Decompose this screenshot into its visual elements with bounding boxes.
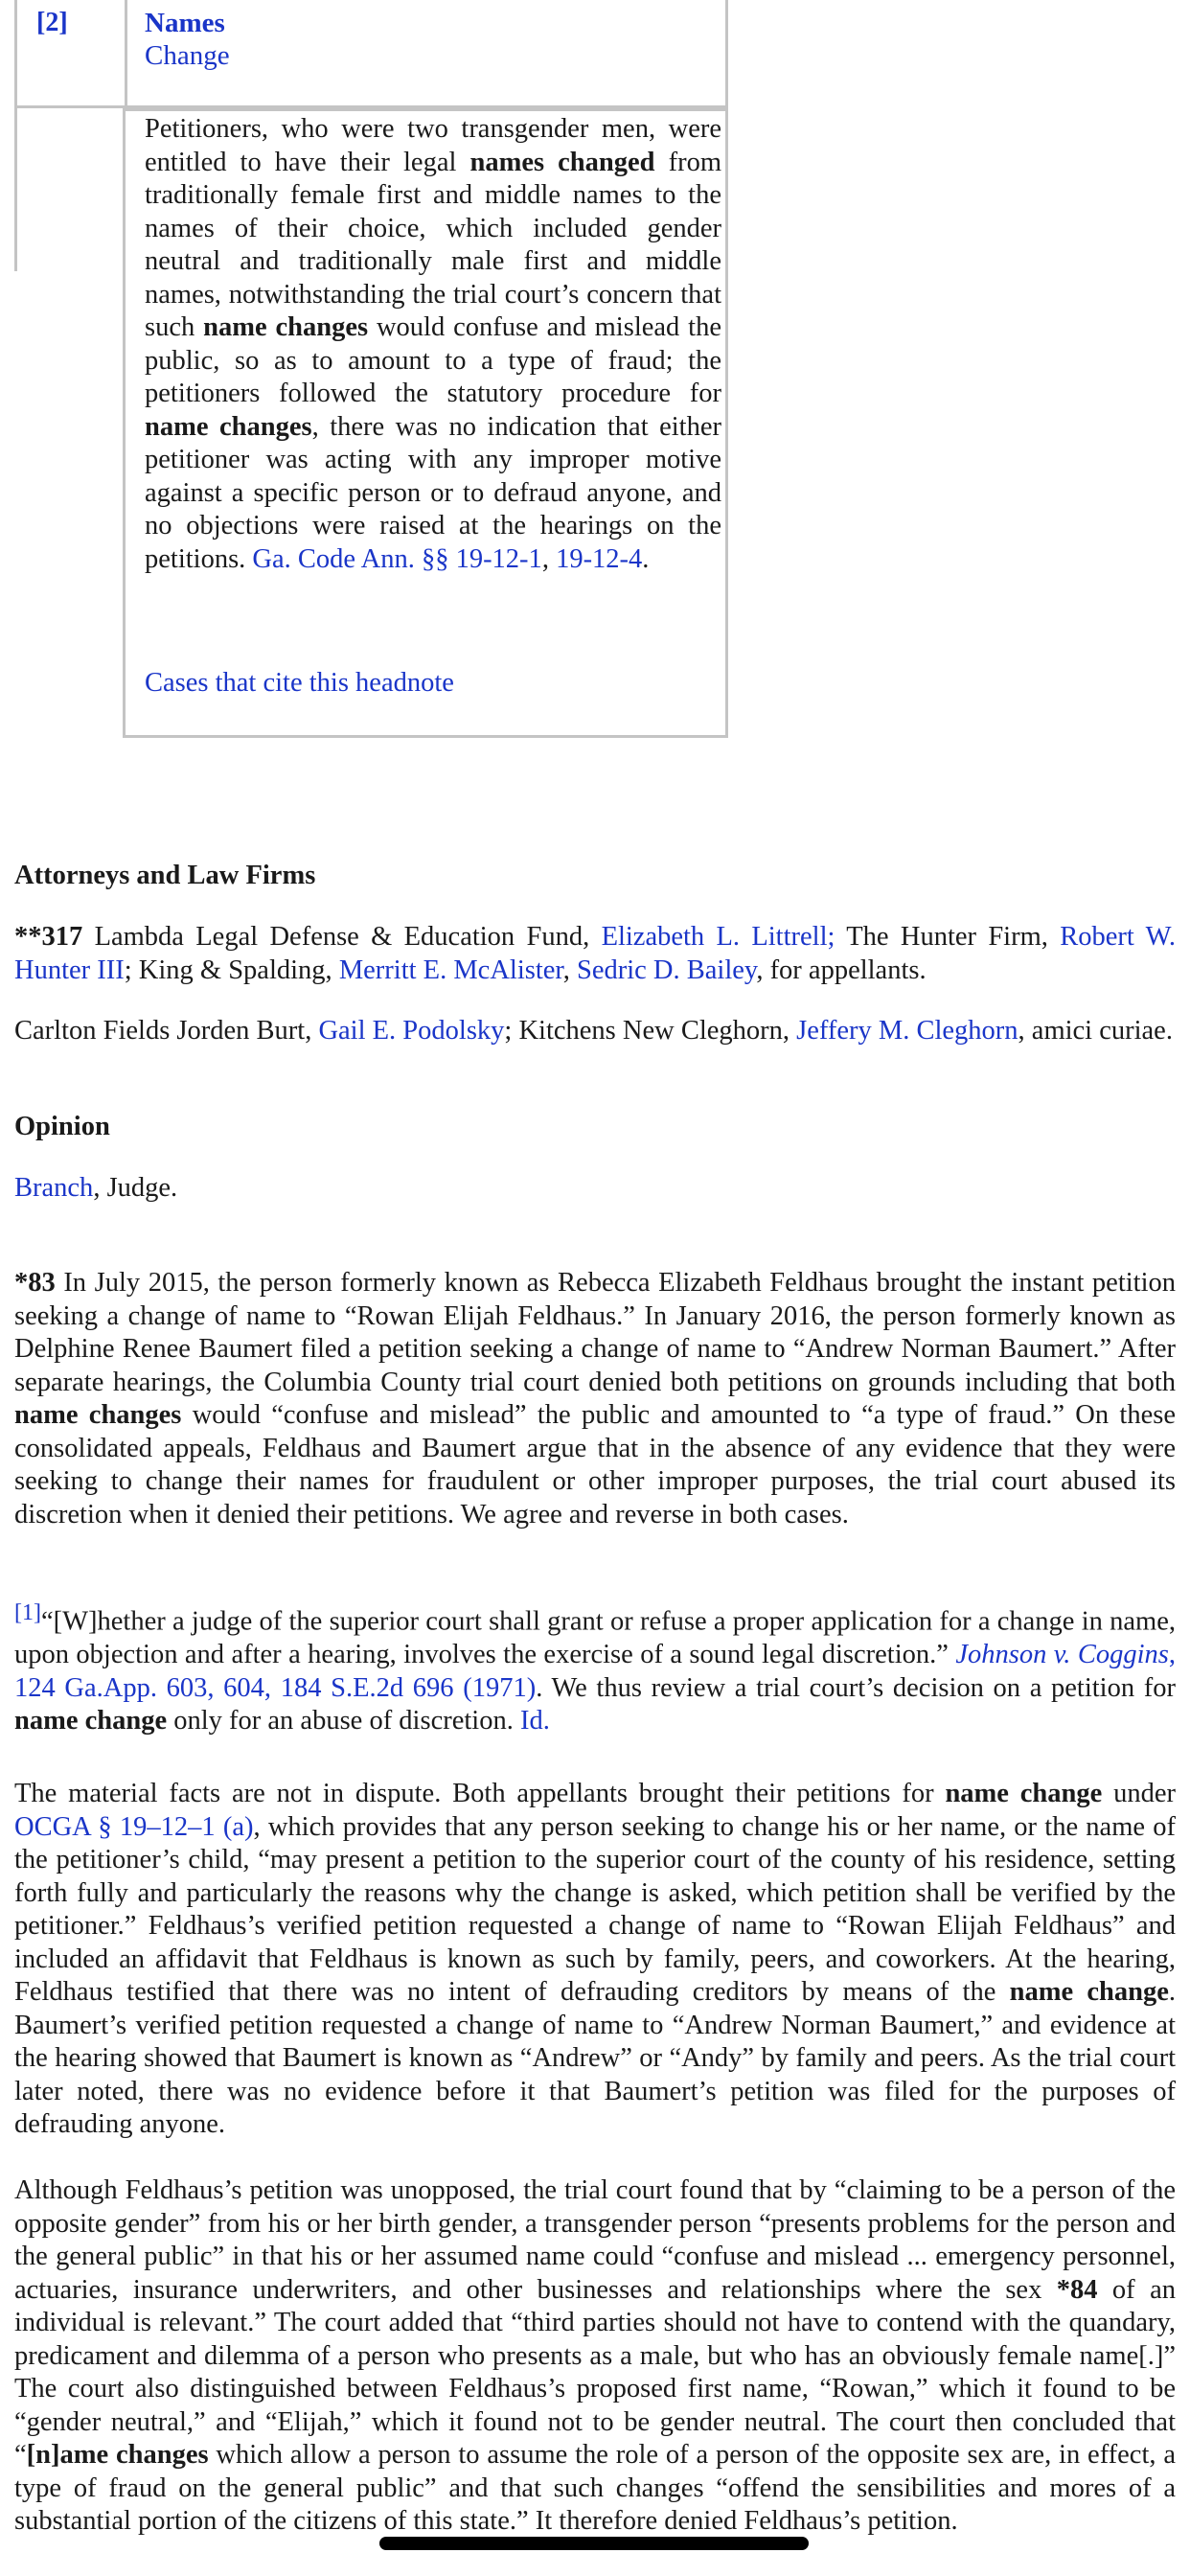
headnote-box-top: [14, 0, 728, 108]
id-citation-link[interactable]: Id.: [519, 1706, 550, 1736]
firm-text: The Hunter Firm,: [835, 922, 1061, 952]
judge-link-branch[interactable]: Branch: [14, 1173, 94, 1203]
opinion-paragraph-3: [14, 1778, 1176, 2142]
paragraph-text: which allow a person to assume the role of a person of the opposite sex are, in effect, a type of fraud on the general public” and that such changes “offend the sensibilities and mores of a substantial portion of the citizens of this state.” It therefore denied Feldhaus’s petition.: [14, 2440, 1176, 2536]
headnote-topic-link[interactable]: Names: [145, 8, 225, 38]
paragraph-text: . We thus review a trial court’s decision on a petition for: [536, 1672, 1176, 1703]
judge-title: , Judge.: [93, 1173, 178, 1203]
opinion-paragraph-4: [14, 2174, 1176, 2539]
paragraph-text: “[W]hether a judge of the superior court shall grant or refuse a proper application for a change in name, upon objection and after a hearing, involves the exercise of a sound legal discretion.”: [14, 1606, 1176, 1669]
headnote-divider: [125, 0, 127, 105]
attorney-link-mcalister[interactable]: Merritt E. McAlister: [338, 954, 563, 985]
statute-link-ocga-19-12-1a[interactable]: OCGA § 19–12–1 (a): [14, 1811, 254, 1842]
bold-term: [n]ame changes: [26, 2440, 209, 2470]
headnote-bold-term: names changed: [469, 147, 655, 177]
headnote-bold-term: name changes: [203, 312, 369, 342]
paragraph-text: The material facts are not in dispute. Both appellants brought their petitions for: [14, 1779, 946, 1808]
paragraph-text: under: [1102, 1779, 1176, 1808]
opinion-paragraph-1: [14, 1267, 1176, 1531]
case-citation: , 124 Ga.App. 603, 604, 184 S.E.2d 696 (1971): [14, 1640, 1176, 1703]
case-name: Johnson v. Coggins: [955, 1640, 1169, 1669]
headnote-text-part: would confuse and mislead the public, so as to amount to a type of fraud; the petitioners followed the statutory procedure for: [145, 312, 721, 408]
statute-link-19-12-4[interactable]: 19-12-4: [556, 543, 643, 574]
home-indicator[interactable]: [379, 2537, 809, 2550]
opinion-heading: Opinion: [14, 1112, 110, 1141]
amici-counsel: [14, 1015, 1176, 1048]
star-page-317: **317: [14, 922, 83, 952]
headnote-ref-1-link[interactable]: [1]: [14, 1600, 41, 1625]
star-page-83: *83: [14, 1268, 56, 1298]
attorneys-heading: Attorneys and Law Firms: [14, 861, 316, 890]
paragraph-text: Although Feldhaus’s petition was unopposed, the trial court found that by “claiming to be a person of the opposite gender” from his or her birth gender, a transgender person “presents problems for the person and the general public” in that his or her assumed name could “confuse and mislead ... emergency personnel, actuaries, insurance underwriters, and other businesses and relationships where the sex: [14, 2175, 1176, 2305]
paragraph-text: only for an abuse of discretion.: [167, 1706, 520, 1736]
bold-term: name change: [945, 1779, 1103, 1808]
bold-term: name change: [1009, 1977, 1169, 2007]
headnote-separator: ,: [541, 543, 557, 574]
statute-link-19-12-1[interactable]: Ga. Code Ann. §§ 19-12-1: [252, 543, 542, 574]
firm-text: ; Kitchens New Cleghorn,: [504, 1016, 797, 1046]
judge-line: [14, 1172, 1176, 1206]
headnote-bold-term: name changes: [145, 411, 312, 442]
paragraph-text: In July 2015, the person formerly known as Rebecca Elizabeth Feldhaus brought the instant petition seeking a change of name to “Rowan Elijah Feldhaus.” In January 2016, the person formerly known as Delphine Renee Baumert filed a petition seeking a change of name to “Andrew Norman Baumert.” After separate hearings, the Columbia County trial court denied both petitions on grounds including that both: [14, 1268, 1176, 1397]
firm-text: ,: [562, 954, 577, 985]
headnote-subtopic-link[interactable]: Change: [145, 40, 230, 71]
headnote-text: [145, 113, 721, 576]
firm-text: ; King & Spalding,: [124, 954, 339, 985]
headnote-left-border: [14, 108, 17, 271]
attorney-link-bailey[interactable]: Sedric D. Bailey: [577, 954, 757, 985]
firm-text: , for appellants.: [756, 954, 927, 985]
headnote-text-part: from traditionally female first and middle names to the names of their choice, which included gender neutral and traditionally male first and middle names, notwithstanding the trial court’s concern that such: [145, 147, 722, 342]
paragraph-text: of an individual is relevant.” The court added that “third parties should not have to contend with the quandary, predicament and dilemma of a person who presents as a male, but who has an obviously female name[.]” The court also distinguished between Feldhaus’s proposed first name, “Rowan,” which it found to be “gender neutral,” and “Elijah,” which it found not to be gender neutral. The court then concluded that “: [14, 2274, 1177, 2470]
attorney-link-littrell[interactable]: Elizabeth L. Littrell;: [601, 922, 835, 952]
headnote-text-part: Petitioners, who were two transgender men, were entitled to have their legal: [145, 114, 721, 177]
firm-text: Lambda Legal Defense & Education Fund,: [82, 922, 602, 952]
attorney-link-hunter[interactable]: Robert W. Hunter III: [14, 922, 1176, 985]
bold-term: name changes: [14, 1400, 182, 1430]
headnote-text-part: , there was no indication that either petitioner was acting with any improper motive against a specific person or to defraud anyone, and no objections were raised at the hearings on the petitions.: [145, 411, 721, 574]
headnote-end-punct: .: [642, 543, 650, 574]
headnote-number-link[interactable]: [2]: [36, 8, 68, 37]
paragraph-text: would “confuse and mislead” the public and amounted to “a type of fraud.” On these consolidated appeals, Feldhaus and Baumert argue that in the absence of any evidence that they were seeking to change their names for fraudulent or other improper purposes, the trial court abused its discretion when it denied their petitions. We agree and reverse in both cases.: [14, 1400, 1176, 1530]
firm-text: Carlton Fields Jorden Burt,: [14, 1016, 319, 1046]
attorney-link-cleghorn[interactable]: Jeffery M. Cleghorn: [796, 1016, 1018, 1046]
cases-that-cite-link[interactable]: Cases that cite this headnote: [145, 668, 454, 698]
paragraph-text: . Baumert’s verified petition requested a change of name to “Andrew Norman Baumert,” and evidence at the hearing showed that Baumert is known as “Andrew” or “Andy” by family and peers. As the trial court later noted, there was no evidence before it that Baumert’s petition was filed for the purposes of defrauding anyone.: [14, 1977, 1176, 2139]
opinion-paragraph-2: [14, 1597, 1176, 1738]
bold-term: name change: [14, 1706, 168, 1736]
appellants-counsel: [14, 921, 1176, 987]
paragraph-text: , which provides that any person seeking to change his or her name, or the name of the petitioner’s child, “may present a petition to the superior court of the county of his residence, setting forth fully and particularly the reasons why the change is asked, which petition shall be verified by the petitioner.” Feldhaus’s verified petition requested a change of name to “Rowan Elijah Feldhaus” and included an affidavit that Feldhaus is known as such by family, peers, and coworkers. At the hearing, Feldhaus testified that there was no intent of defrauding creditors by means of the: [14, 1811, 1176, 2007]
star-page-84: *84: [1056, 2274, 1098, 2305]
firm-text: , amici curiae.: [1018, 1016, 1173, 1046]
attorney-link-podolsky[interactable]: Gail E. Podolsky: [318, 1016, 505, 1046]
